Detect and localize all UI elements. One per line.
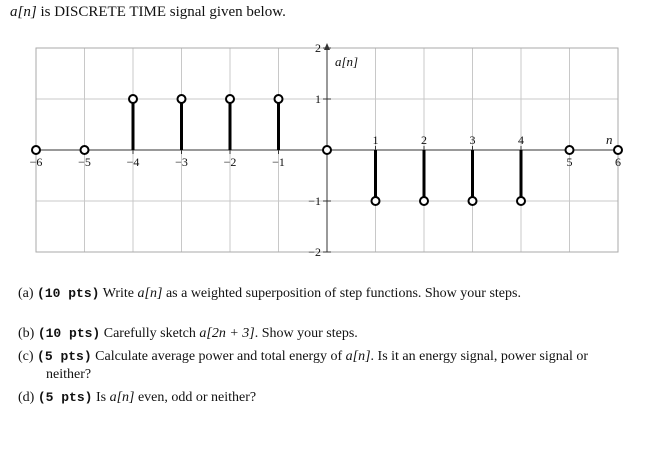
question-label: (d) xyxy=(18,390,35,405)
x-tick-label: −1 xyxy=(272,155,285,169)
question-points: (5 pts) xyxy=(37,390,93,405)
question-symbol: a[2n + 3] xyxy=(199,326,255,341)
stem-marker xyxy=(469,197,477,205)
x-tick-label: 4 xyxy=(518,133,524,147)
question-text: Carefully sketch xyxy=(100,326,200,341)
x-tick-label: 1 xyxy=(372,133,379,147)
x-tick-label: −5 xyxy=(78,155,91,169)
x-tick-label: 5 xyxy=(566,155,573,169)
question-text: . Show your steps. xyxy=(254,326,358,341)
y-tick-label: 2 xyxy=(315,41,321,55)
stem-marker xyxy=(81,146,89,154)
x-tick-label: 6 xyxy=(615,155,621,169)
question-points: (10 pts) xyxy=(37,286,100,301)
stem-marker xyxy=(372,197,380,205)
intro-text: is DISCRETE TIME signal given below. xyxy=(36,4,286,20)
y-tick-label: −2 xyxy=(308,245,321,259)
question-text: Is xyxy=(92,390,110,405)
question-b xyxy=(18,325,358,343)
question-a xyxy=(18,285,521,303)
question-symbol: a[n] xyxy=(137,286,163,301)
question-label: (a) xyxy=(18,286,34,301)
question-points: (10 pts) xyxy=(37,326,101,341)
stem-marker xyxy=(275,95,283,103)
x-tick-label: −4 xyxy=(126,155,140,169)
x-tick-label: −6 xyxy=(29,155,43,169)
x-axis-label: n xyxy=(606,132,613,147)
stem-marker xyxy=(226,95,234,103)
y-axis-label: a[n] xyxy=(335,54,359,69)
question-c xyxy=(18,348,588,384)
question-text: . Is it an energy signal, power signal or xyxy=(370,349,589,364)
y-tick-label: −1 xyxy=(308,194,321,208)
stem-marker xyxy=(614,146,622,154)
stem-marker xyxy=(420,197,428,205)
question-text-continued: neither? xyxy=(46,367,92,382)
x-tick-label: 2 xyxy=(421,133,427,147)
x-tick-label: −3 xyxy=(175,155,188,169)
question-d xyxy=(18,389,256,407)
y-axis-arrow xyxy=(324,43,330,50)
question-symbol: a[n] xyxy=(345,349,371,364)
stem-marker xyxy=(323,146,331,154)
question-text: even, odd or neither? xyxy=(134,390,257,405)
x-tick-label: −2 xyxy=(223,155,237,169)
stem-marker xyxy=(517,197,525,205)
stem-marker xyxy=(32,146,40,154)
question-text: Write xyxy=(99,286,138,301)
question-label: (c) xyxy=(18,349,34,364)
stem-marker xyxy=(129,95,137,103)
question-text: as a weighted superposition of step functions. Show your steps. xyxy=(162,286,521,301)
question-text: Calculate average power and total energy of xyxy=(91,349,346,364)
x-tick-label: 3 xyxy=(469,133,476,147)
stem-marker xyxy=(566,146,574,154)
question-label: (b) xyxy=(18,326,35,341)
signal-symbol: a[n] xyxy=(10,4,37,20)
y-tick-label: 1 xyxy=(315,92,321,106)
stem-marker xyxy=(178,95,186,103)
question-points: (5 pts) xyxy=(37,349,92,364)
question-symbol: a[n] xyxy=(109,390,135,405)
